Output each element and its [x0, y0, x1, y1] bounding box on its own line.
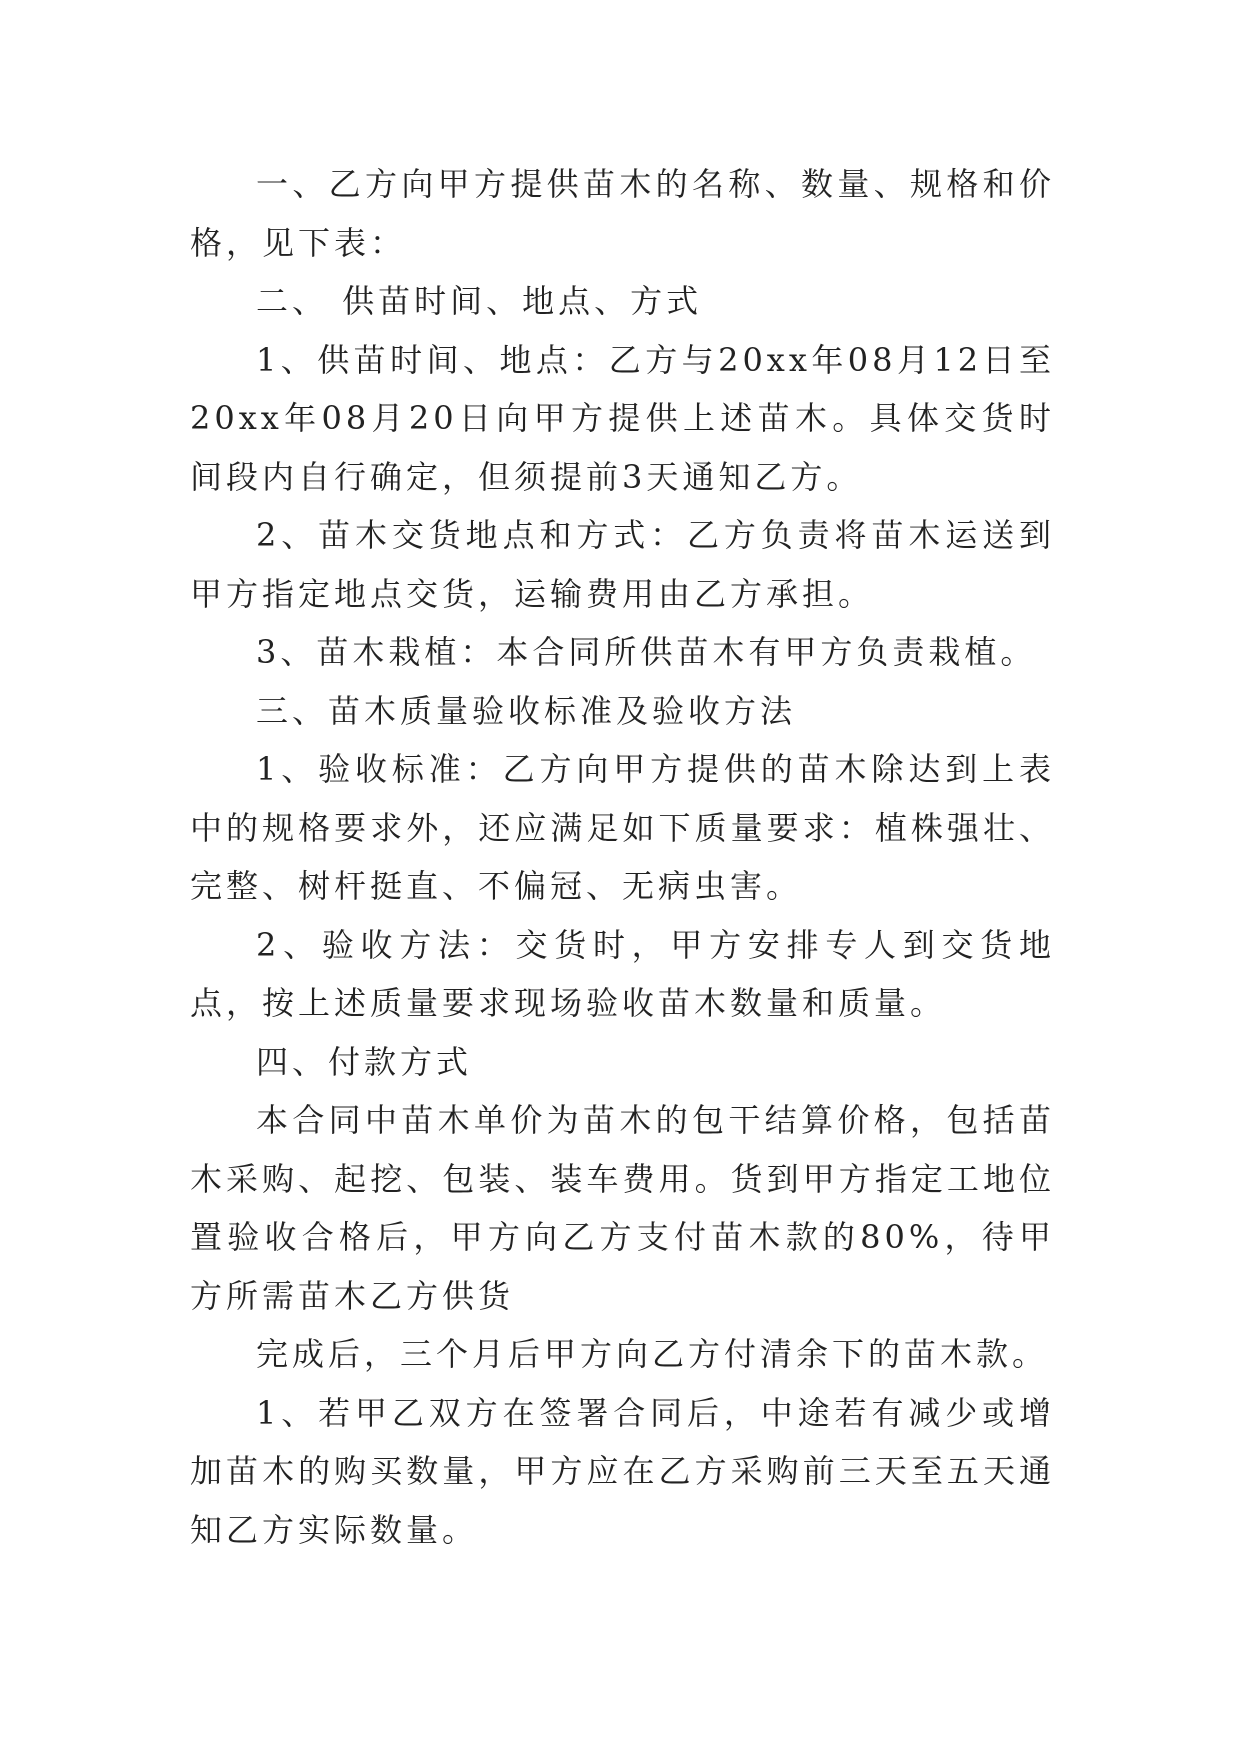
document-body	[190, 155, 1055, 1559]
paragraph-7: 1、验收标准：乙方向甲方提供的苗木除达到上表中的规格要求外，还应满足如下质量要求：植株强壮、完整、树杆挺直、不偏冠、无病虫害。	[190, 750, 1055, 905]
paragraph-2: 二、 供苗时间、地点、方式	[256, 282, 703, 320]
paragraph-11: 完成后，三个月后甲方向乙方付清余下的苗木款。	[256, 1335, 1049, 1373]
paragraph-5: 3、苗木栽植：本合同所供苗木有甲方负责栽植。	[256, 633, 1037, 671]
paragraph-8: 2、验收方法：交货时，甲方安排专人到交货地点，按上述质量要求现场验收苗木数量和质量。	[190, 925, 1055, 1022]
paragraph-1: 一、乙方向甲方提供苗木的名称、数量、规格和价格，见下表：	[190, 165, 1055, 262]
paragraph-3: 1、供苗时间、地点：乙方与20xx年08月12日至20xx年08月20日向甲方提供上述苗木。具体交货时间段内自行确定，但须提前3天通知乙方。	[190, 340, 1055, 496]
paragraph-4: 2、苗木交货地点和方式：乙方负责将苗木运送到甲方指定地点交货，运输费用由乙方承担。	[190, 516, 1055, 613]
paragraph-10: 本合同中苗木单价为苗木的包干结算价格，包括苗木采购、起挖、包装、装车费用。货到甲方指定工地位置验收合格后，甲方向乙方支付苗木款的80%，待甲方所需苗木乙方供货	[190, 1101, 1055, 1315]
paragraph-6: 三、苗木质量验收标准及验收方法	[256, 691, 797, 730]
paragraph-12: 1、若甲乙双方在签署合同后，中途若有减少或增加苗木的购买数量，甲方应在乙方采购前三天至五天通知乙方实际数量。	[190, 1393, 1055, 1549]
paragraph-9: 四、付款方式	[256, 1042, 473, 1081]
